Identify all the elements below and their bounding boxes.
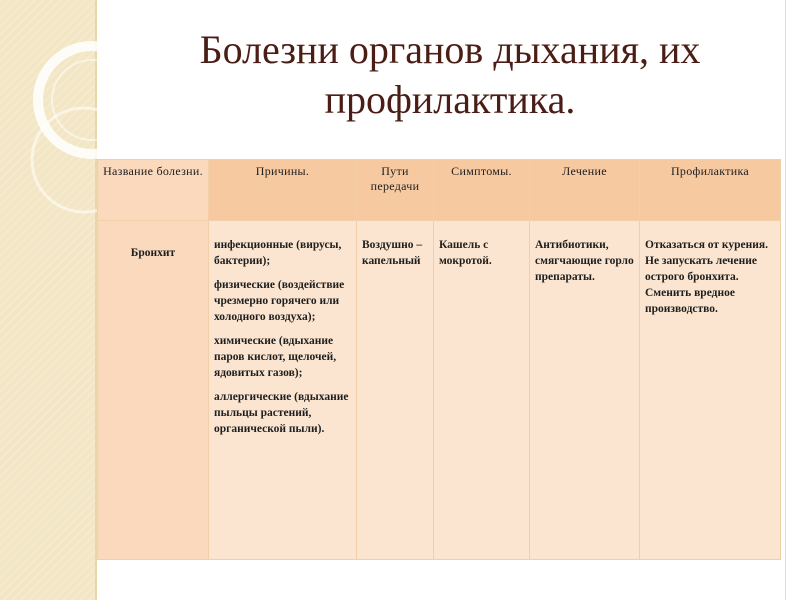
cause-chemical: химические (вдыхание паров кислот, щелочей, ядовитых газов); — [214, 335, 337, 379]
header-causes: Причины. — [209, 160, 357, 221]
cell-prevention — [640, 221, 781, 560]
cause-allergic: аллергические (вдыхание пыльцы растений, органической пыли). — [214, 391, 349, 435]
prevention-item: Сменить вредное производство. — [645, 287, 735, 315]
cell-causes — [209, 221, 357, 560]
header-symptoms: Симптомы. — [434, 160, 530, 221]
header-prevention: Профилактика — [640, 160, 781, 221]
title-line-2: профилактика. — [324, 77, 576, 122]
slide-title — [110, 25, 790, 125]
header-disease-name: Название болезни. — [98, 160, 209, 221]
prevention-item: Не запускать лечение острого бронхита. — [645, 255, 757, 283]
prevention-item: Отказаться от курения. — [645, 239, 768, 251]
table-row — [98, 221, 781, 560]
title-line-1: Болезни органов дыхания, их — [199, 27, 701, 72]
cell-disease: Бронхит — [98, 221, 209, 560]
cell-transmission: Воздушно – капельный — [357, 221, 434, 560]
header-transmission: Пути передачи — [357, 160, 434, 221]
cause-physical: физические (воздействие чрезмерно горячего или холодного воздуха); — [214, 279, 345, 323]
cause-infectious: инфекционные (вирусы, бактерии); — [214, 239, 342, 267]
cell-treatment: Антибиотики, смягчающие горло препараты. — [530, 221, 640, 560]
table-header-row — [98, 160, 781, 221]
cell-symptoms: Кашель с мокротой. — [434, 221, 530, 560]
header-treatment: Лечение — [530, 160, 640, 221]
disease-table — [97, 159, 781, 560]
